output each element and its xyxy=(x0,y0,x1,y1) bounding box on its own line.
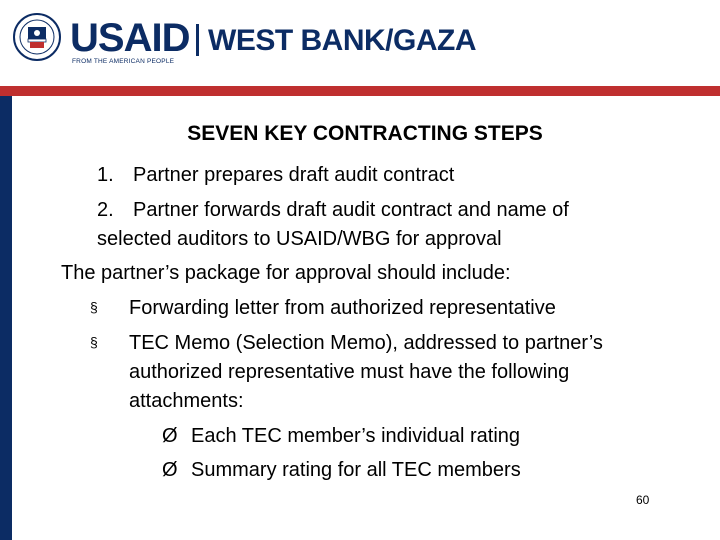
section-bullet-icon: § xyxy=(90,299,98,315)
page-number: 60 xyxy=(636,493,650,507)
bullet-2-marker xyxy=(90,331,98,356)
mission-name: WEST BANK/GAZA xyxy=(208,24,476,57)
usaid-tagline: FROM THE AMERICAN PEOPLE xyxy=(72,58,175,65)
step-1-text: Partner prepares draft audit contract xyxy=(133,164,455,186)
package-intro: The partner’s package for approval should include: xyxy=(61,262,511,284)
usaid-logo: USAID xyxy=(70,16,190,60)
bullet-2-text-cont: authorized representative must have the following xyxy=(129,361,570,383)
arrow-bullet-icon: Ø xyxy=(162,459,178,481)
step-2-number: 2. xyxy=(97,199,114,221)
bullet-2-text-cont: attachments: xyxy=(129,390,244,412)
step-1-number: 1. xyxy=(97,164,114,186)
arrow-bullet-icon: Ø xyxy=(162,425,178,447)
step-2-text-cont: selected auditors to USAID/WBG for approval xyxy=(97,228,502,250)
sub-bullet-1-text: Each TEC member’s individual rating xyxy=(191,425,521,447)
section-bullet-icon: § xyxy=(90,334,98,350)
bullet-1-marker xyxy=(90,296,98,321)
bullet-2-text: TEC Memo (Selection Memo), addressed to partner’s xyxy=(129,332,603,354)
sub-bullet-2-text: Summary rating for all TEC members xyxy=(191,459,521,481)
slide-title: SEVEN KEY CONTRACTING STEPS xyxy=(187,122,543,145)
bullet-1-text: Forwarding letter from authorized representative xyxy=(129,297,556,319)
step-2-text: Partner forwards draft audit contract and name of xyxy=(133,199,569,221)
